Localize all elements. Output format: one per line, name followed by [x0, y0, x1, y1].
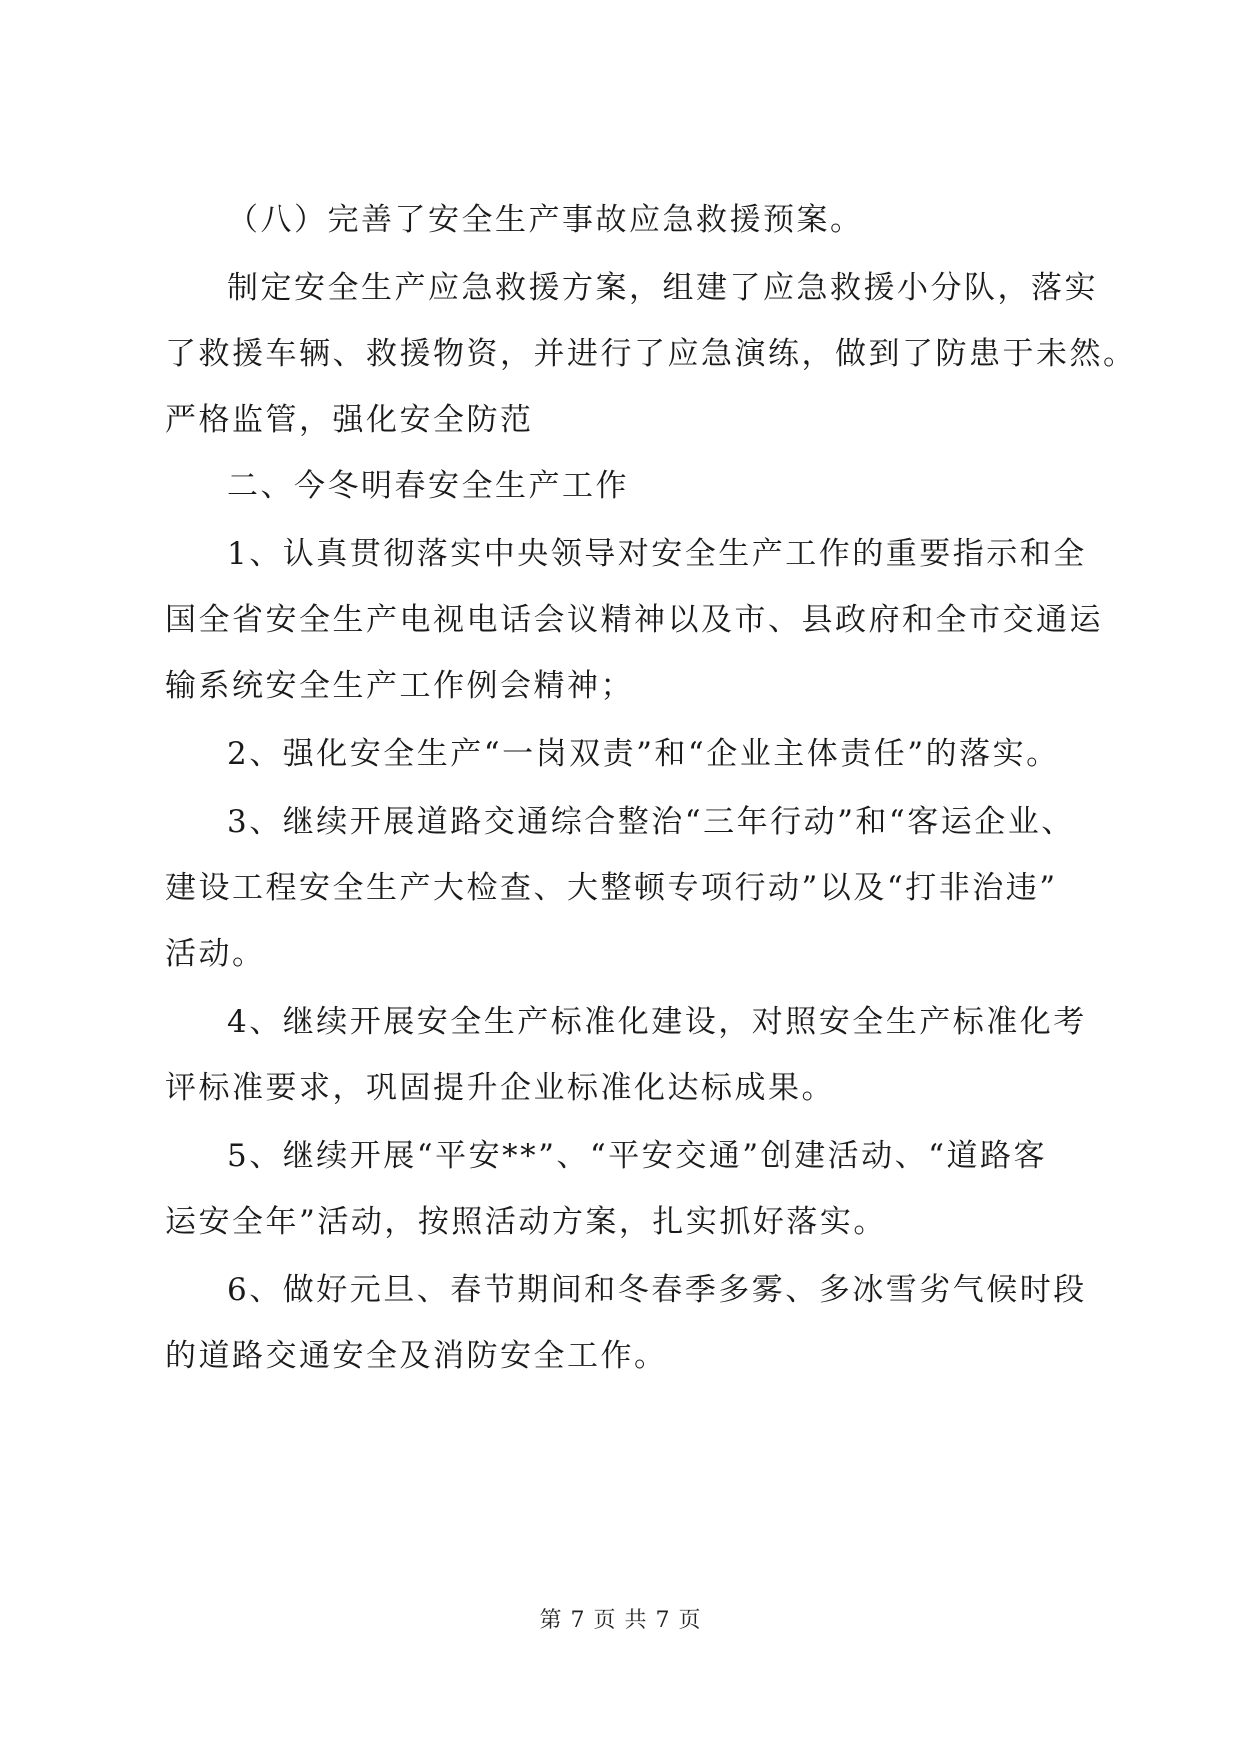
list-item-line: 国全省安全生产电视电话会议精神以及市、县政府和全市交通运: [165, 602, 1103, 638]
list-item-line: 评标准要求，巩固提升企业标准化达标成果。: [165, 1070, 835, 1106]
page-number-footer: 第 7 页 共 7 页: [539, 1608, 702, 1633]
list-item-line: 3、继续开展道路交通综合整治“三年行动”和“客运企业、: [227, 804, 1075, 840]
paragraph-line: 严格监管，强化安全防范: [165, 402, 534, 438]
list-item-line: 4、继续开展安全生产标准化建设，对照安全生产标准化考: [227, 1004, 1087, 1040]
list-item-line: 运安全年”活动，按照活动方案，扎实抓好落实。: [165, 1204, 887, 1240]
list-item-line: 的道路交通安全及消防安全工作。: [165, 1338, 668, 1374]
list-item-line: 输系统安全生产工作例会精神；: [165, 668, 634, 704]
list-item-line: 5、继续开展“平安**”、“平安交通”创建活动、“道路客: [227, 1138, 1047, 1174]
paragraph-line: 制定安全生产应急救援方案，组建了应急救援小分队，落实: [227, 270, 1098, 306]
list-item-line: 2、强化安全生产“一岗双责”和“企业主体责任”的落实。: [227, 736, 1060, 772]
list-item-line: 1、认真贯彻落实中央领导对安全生产工作的重要指示和全: [227, 536, 1087, 572]
list-item-line: 建设工程安全生产大检查、大整顿专项行动”以及“打非治违”: [165, 870, 1058, 906]
paragraph-line: 了救援车辆、救援物资，并进行了应急演练，做到了防患于未然。: [165, 336, 1137, 372]
section-heading: （八）完善了安全生产事故应急救援预案。: [227, 202, 864, 238]
list-item-line: 活动。: [165, 936, 266, 972]
section-heading: 二、今冬明春安全生产工作: [227, 468, 629, 504]
list-item-line: 6、做好元旦、春节期间和冬春季多雾、多冰雪劣气候时段: [227, 1272, 1087, 1308]
